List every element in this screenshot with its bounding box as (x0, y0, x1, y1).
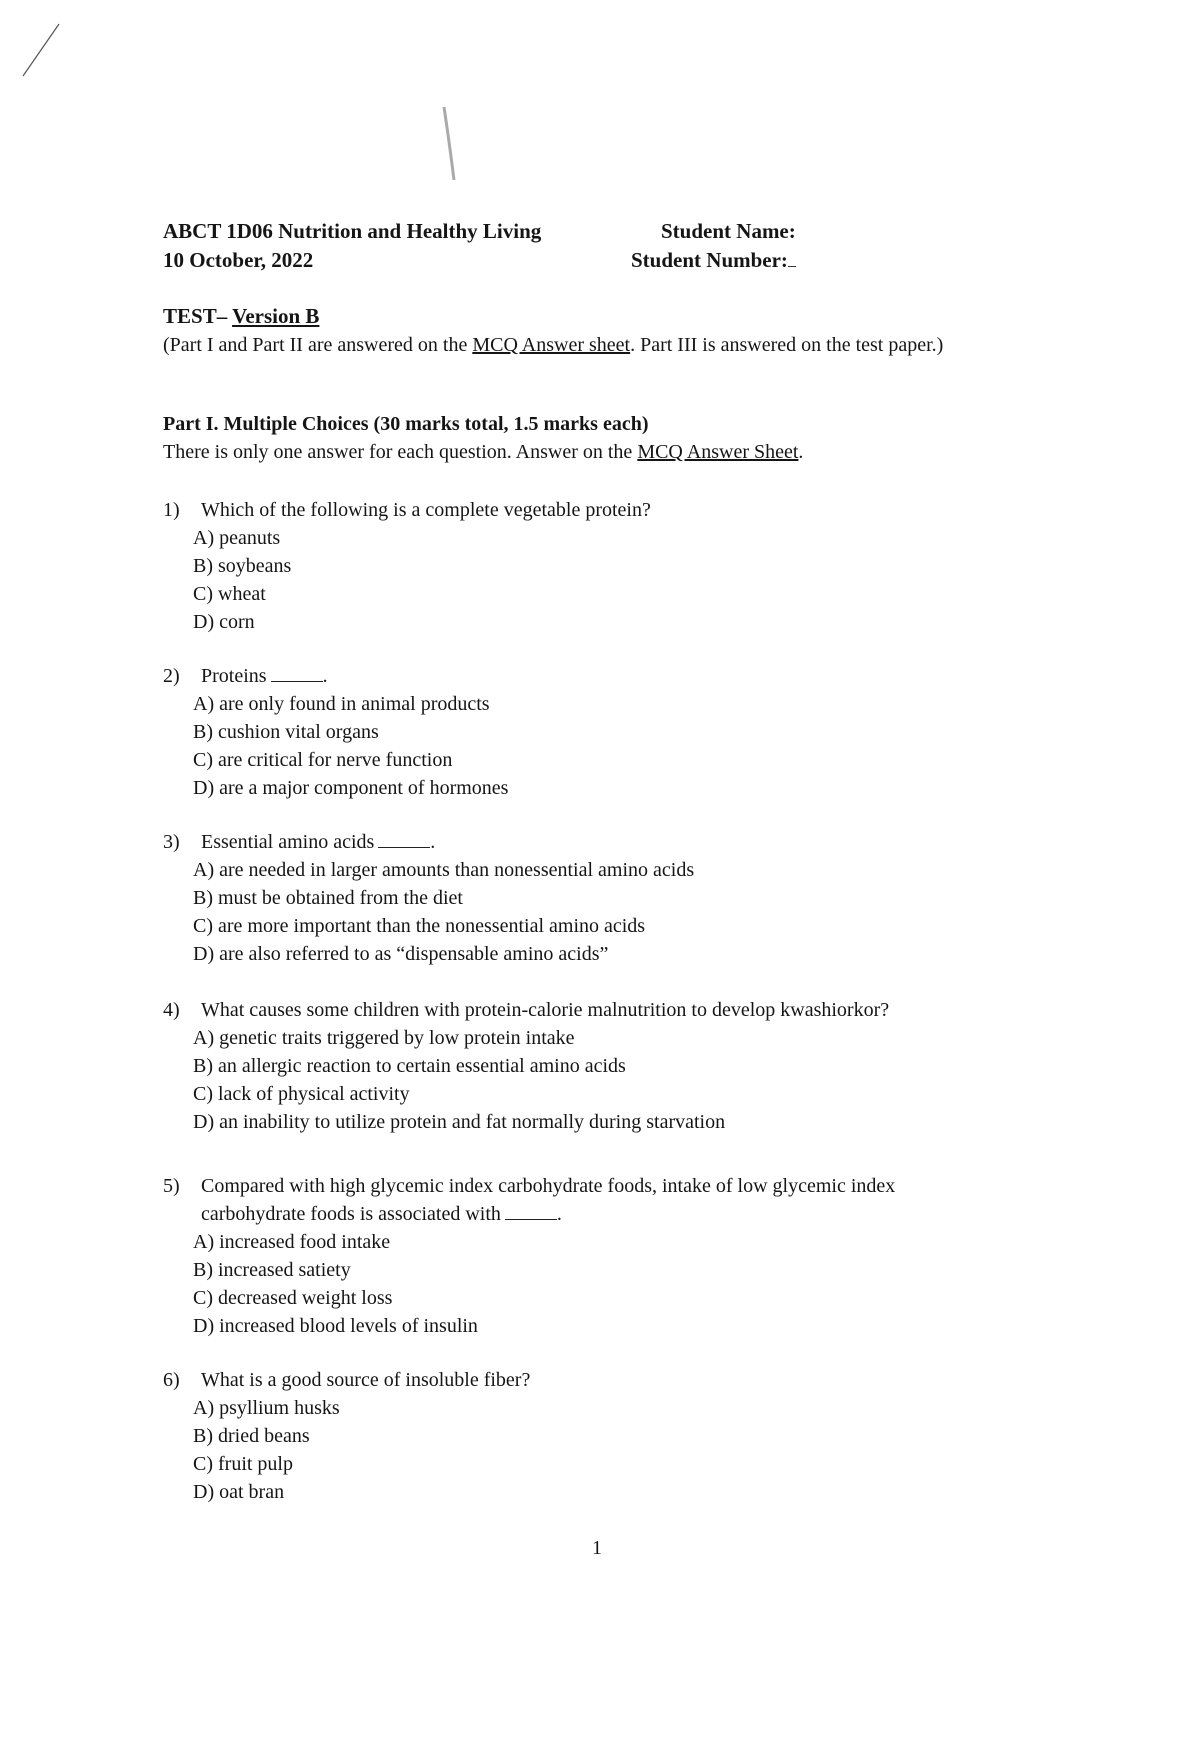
answer-option: C) are critical for nerve function (193, 749, 453, 771)
answer-option: A) peanuts (193, 527, 281, 549)
question-1 (163, 496, 1063, 636)
answer-option: A) are only found in animal products (193, 693, 490, 715)
question-number: 3) (163, 831, 180, 853)
answer-option: C) are more important than the nonessential amino acids (193, 915, 646, 937)
test-version: Version B (232, 304, 320, 328)
question-stem: Compared with high glycemic index carbohydrate foods, intake of low glycemic index carbohydrate foods is associated with (201, 1175, 896, 1225)
answer-blank (271, 665, 323, 682)
scan-mark (15, 20, 65, 80)
answer-option: D) an inability to utilize protein and fat normally during starvation (193, 1111, 726, 1133)
part1-instructions-end: . (798, 441, 804, 463)
answer-option: C) decreased weight loss (193, 1287, 393, 1309)
question-stem: What is a good source of insoluble fiber? (201, 1369, 531, 1391)
question-number: 5) (163, 1175, 180, 1197)
question-number: 4) (163, 999, 180, 1021)
student-info (631, 217, 796, 275)
answer-option: C) lack of physical activity (193, 1083, 410, 1105)
exam-header (163, 217, 1063, 277)
student-number-row (631, 246, 796, 275)
instructions-text: (Part I and Part II are answered on the (163, 334, 473, 356)
answer-option: B) must be obtained from the diet (193, 887, 463, 909)
answer-option: C) fruit pulp (193, 1453, 293, 1475)
part1-instructions (163, 438, 1013, 466)
answer-blank (505, 1203, 557, 1220)
test-info (163, 302, 1013, 360)
test-instructions (163, 331, 1013, 360)
question-4 (163, 996, 1063, 1136)
answer-blank (378, 831, 430, 848)
page-number: 1 (592, 1537, 602, 1559)
student-number-blank (788, 248, 796, 267)
question-stem-end: . (556, 1203, 562, 1225)
question-number: 2) (163, 665, 180, 687)
question-2 (163, 662, 1063, 802)
mcq-answer-sheet-ref: MCQ Answer Sheet (637, 441, 799, 463)
course-info (163, 217, 541, 275)
student-number-label: Student Number: (631, 248, 788, 272)
part1-header (163, 410, 1013, 466)
answer-option: C) wheat (193, 583, 266, 605)
test-title-prefix: TEST– (163, 304, 228, 328)
exam-date: 10 October, 2022 (163, 248, 314, 272)
answer-option: A) psyllium husks (193, 1397, 340, 1419)
answer-option: D) corn (193, 611, 255, 633)
answer-option: B) an allergic reaction to certain essential amino acids (193, 1055, 626, 1077)
answer-option: D) are also referred to as “dispensable amino acids” (193, 943, 609, 965)
test-title (163, 302, 1013, 331)
answer-option: A) increased food intake (193, 1231, 391, 1253)
question-number: 1) (163, 499, 180, 521)
part1-title: Part I. Multiple Choices (30 marks total, 1.5 marks each) (163, 413, 649, 435)
question-3 (163, 828, 1063, 968)
question-6 (163, 1366, 1063, 1506)
answer-option: D) are a major component of hormones (193, 777, 509, 799)
answer-option: A) genetic traits triggered by low protein intake (193, 1027, 575, 1049)
answer-option: D) increased blood levels of insulin (193, 1315, 478, 1337)
answer-option: A) are needed in larger amounts than nonessential amino acids (193, 859, 695, 881)
part1-instructions-text: There is only one answer for each question. Answer on the (163, 441, 638, 463)
answer-option: B) dried beans (193, 1425, 310, 1447)
question-stem-end: . (430, 831, 436, 853)
answer-option: B) increased satiety (193, 1259, 351, 1281)
mcq-answer-sheet-ref: MCQ Answer sheet (472, 334, 631, 356)
question-5 (163, 1172, 983, 1340)
question-stem: Which of the following is a complete vegetable protein? (201, 499, 651, 521)
answer-option: D) oat bran (193, 1481, 285, 1503)
scan-mark (440, 105, 460, 185)
answer-option: B) soybeans (193, 555, 292, 577)
course-title: ABCT 1D06 Nutrition and Healthy Living (163, 219, 542, 243)
instructions-text-end: . Part III is answered on the test paper.) (630, 334, 944, 356)
question-stem: Essential amino acids (201, 831, 375, 853)
question-number: 6) (163, 1369, 180, 1391)
question-stem: What causes some children with protein-calorie malnutrition to develop kwashiorkor? (201, 999, 890, 1021)
question-stem-end: . (322, 665, 328, 687)
question-stem: Proteins (201, 665, 267, 687)
answer-option: B) cushion vital organs (193, 721, 379, 743)
student-name-label: Student Name: (661, 219, 796, 243)
